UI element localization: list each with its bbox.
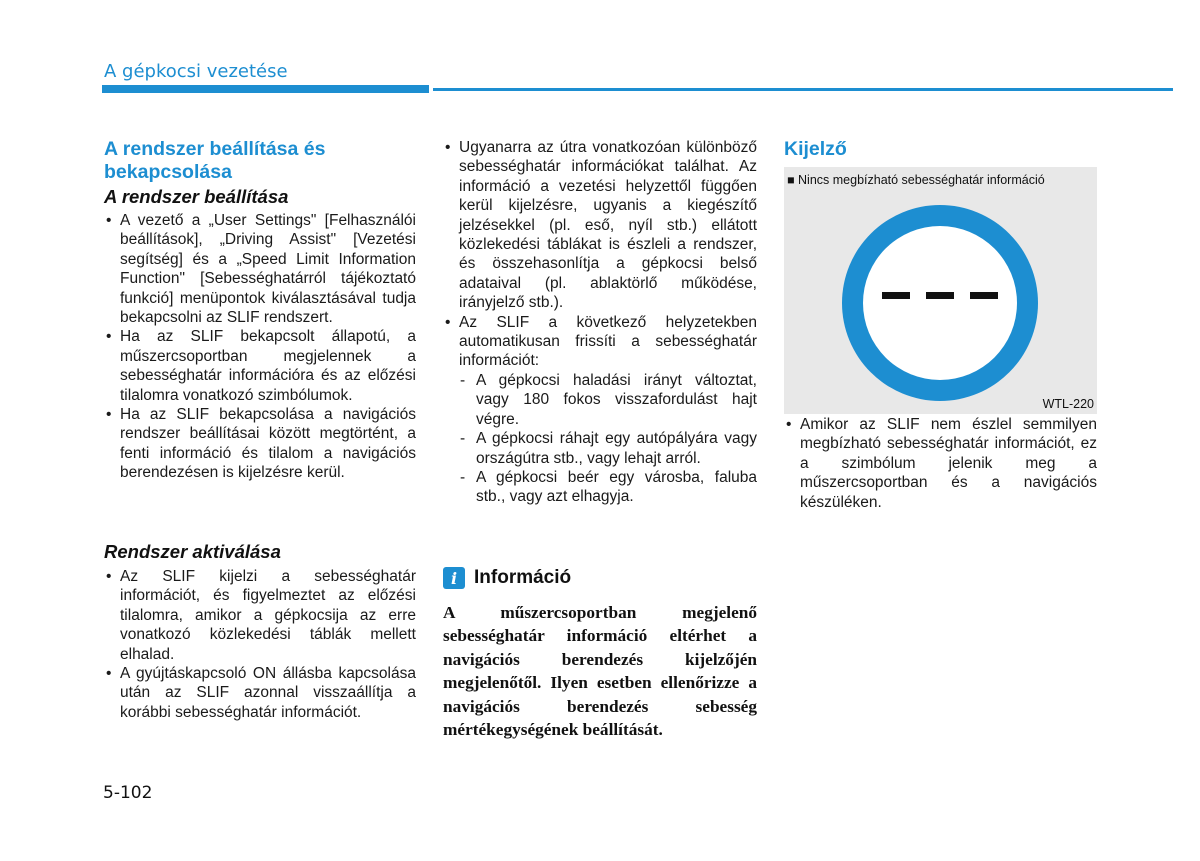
- section-title-setup: A rendszer beállítása és bekapcsolása: [104, 138, 326, 183]
- no-speed-limit-sign: [840, 203, 1040, 403]
- display-list: [784, 415, 1097, 512]
- page-number: 5-102: [103, 783, 153, 803]
- header-rule-thin: [433, 88, 1173, 91]
- list-item: • A vezető a „User Settings" [Felhasználói beállítások], „Driving Assist" [Vezetési segítség] és a „Speed Limit Information Function" [Sebességhatárról tájékoztató funkció] menüpontok kiválasztásával tudja bekapcsolni az SLIF rendszert.: [104, 211, 416, 327]
- subsection-title-activation: Rendszer aktiválása: [104, 541, 281, 562]
- figure-code: WTL-220: [1042, 397, 1094, 411]
- list-item: • Ugyanarra az útra vonatkozóan különböző sebességhatár információkat találhat. Az információ a vezetési helyzettől függően kerül kijelzésre, ugyanis a kiegészítő jelzésekkel (pl. eső, nyíl stb.) ellátott közlekedési táblákat is észleli a rendszer, és összehasonlítja a gépkocsi belső adataival (pl. ablaktörlő működése, irányjelző stb.).: [443, 138, 757, 313]
- subsection-title-setting: A rendszer beállítása: [104, 186, 289, 207]
- sublist-item: - A gépkocsi beér egy városba, faluba stb., vagy azt elhagyja.: [459, 468, 757, 507]
- list-item: • Ha az SLIF bekapcsolt állapotú, a műszercsoportban megjelennek a sebességhatár információra és az előzési tilalomra vonatkozó szimbólumok.: [104, 327, 416, 405]
- info-body: A műszercsoportban megjelenő sebességhatár információ eltérhet a navigációs berendezés kijelzőjén megjelenőtől. Ilyen esetben ellenőrizze a navigációs berendezés sebesség mértékegységének beállítását.: [443, 603, 757, 740]
- sublist-item: - A gépkocsi ráhajt egy autópályára vagy országútra stb., vagy lehajt arról.: [459, 429, 757, 468]
- list-item-intro: Az SLIF a következő helyzetekben automatikusan frissíti a sebességhatár információt:: [459, 313, 757, 370]
- figure-caption: ■ Nincs megbízható sebességhatár információ: [787, 173, 1045, 187]
- setting-list: [104, 211, 416, 483]
- sublist-item: - A gépkocsi haladási irányt változtat, vagy 180 fokos visszafordulást hajt végre.: [459, 371, 757, 429]
- list-item: • Amikor az SLIF nem észlel semmilyen megbízható sebességhatár információt, ez a szimbólum jelenik meg a műszercsoportban és a navigációs készüléken.: [784, 415, 1097, 512]
- update-sublist: [459, 371, 757, 507]
- update-list: [443, 138, 757, 507]
- activation-list: [104, 567, 416, 722]
- sign-dash: [926, 292, 954, 299]
- list-item: • A gyújtáskapcsoló ON állásba kapcsolása után az SLIF azonnal visszaállítja a korábbi sebességhatár információt.: [104, 664, 416, 722]
- sign-dash: [882, 292, 910, 299]
- info-title: Információ: [474, 567, 572, 588]
- list-item: [443, 313, 757, 507]
- header-rule-thick: [102, 85, 429, 93]
- list-item: • Ha az SLIF bekapcsolása a navigációs rendszer beállításai között megtörtént, a fenti információ és tilalom a navigációs berendezésen is kijelzésre kerül.: [104, 405, 416, 483]
- figure-panel: [784, 167, 1097, 414]
- header-title: A gépkocsi vezetése: [104, 61, 288, 82]
- section-title-display: Kijelző: [784, 138, 847, 160]
- sign-dash: [970, 292, 998, 299]
- sign-face: [863, 226, 1017, 380]
- info-icon: i: [443, 567, 465, 589]
- info-header: [443, 567, 571, 589]
- list-item: • Az SLIF kijelzi a sebességhatár információt, és figyelmeztet az előzési tilalomra, amikor a gépkocsija az erre vonatkozó közlekedési táblák mellett elhalad.: [104, 567, 416, 664]
